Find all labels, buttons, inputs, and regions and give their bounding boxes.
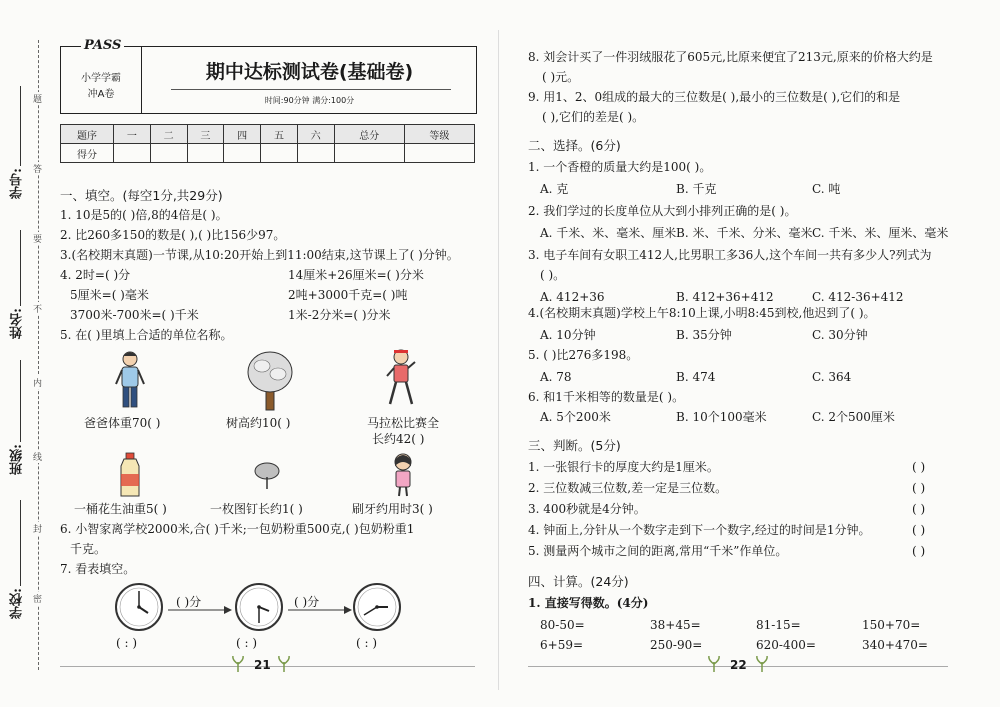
judge-5: 5. 测量两个城市之间的距离,常用“千米”作单位。 — [528, 544, 788, 558]
caption-father-weight: 爸爸体重70( ) — [84, 416, 161, 430]
score-cell[interactable] — [334, 144, 404, 163]
choice-4-a: A. 10分钟 — [540, 328, 596, 342]
class-line[interactable] — [20, 360, 21, 442]
choice-1-c: C. 吨 — [812, 182, 841, 196]
calc-item: 250-90= — [650, 638, 703, 652]
page-number-left: 21 — [254, 658, 271, 672]
choice-6: 6. 和1千米相等的数量是( )。 — [528, 390, 685, 404]
choice-4: 4.(名校期末真题)学校上午8:10上课,小明8:45到校,他迟到了( )。 — [528, 306, 876, 320]
caption-oil-weight: 一桶花生油重5( ) — [74, 502, 167, 516]
question-4-d: 2吨+3000千克=( )吨 — [288, 288, 408, 302]
school-line[interactable] — [20, 500, 21, 586]
exam-subtitle: 时间:90分钟 满分:100分 — [264, 96, 355, 105]
seal-char: 不 — [33, 302, 42, 315]
leaf-icon — [278, 656, 290, 672]
judge-3-answer[interactable]: ( ) — [912, 502, 926, 516]
section-choice: 二、选择。(6分) — [528, 138, 621, 153]
choice-2: 2. 我们学过的长度单位从大到小排列正确的是( )。 — [528, 204, 797, 218]
series-line1: 小学学霸 — [81, 73, 121, 84]
score-cell[interactable] — [224, 144, 261, 163]
clock-1 — [114, 582, 164, 632]
seal-char: 内 — [33, 376, 42, 389]
score-header-cell: 题序 — [61, 125, 114, 144]
clock-time-3: ( : ) — [356, 636, 378, 650]
judge-2: 2. 三位数减三位数,差一定是三位数。 — [528, 481, 728, 495]
question-3: 3.(名校期末真题)一节课,从10:20开始上到11:00结束,这节课上了( )分钟。 — [60, 248, 459, 262]
section-judge: 三、判断。(5分) — [528, 438, 621, 453]
score-cell[interactable] — [297, 144, 334, 163]
girl-illustration — [388, 452, 418, 498]
calc-item: 80-50= — [540, 618, 585, 632]
choice-2-b: B. 米、千米、分米、毫米 — [676, 226, 813, 240]
question-4-f: 1米-2分米=( )分米 — [288, 308, 391, 322]
question-4-e: 3700米-700米=( )千米 — [70, 308, 199, 322]
arrow-2 — [288, 606, 352, 614]
father-illustration — [112, 350, 148, 412]
choice-3-b: B. 412+36+412 — [676, 290, 774, 304]
choice-6-c: C. 2个500厘米 — [812, 410, 895, 424]
runner-illustration — [384, 348, 418, 408]
cut-line — [38, 40, 39, 670]
class-label: 班级: — [10, 444, 25, 475]
score-header-cell: 三 — [187, 125, 224, 144]
section-calc: 四、计算。(24分) — [528, 574, 629, 589]
choice-6-a: A. 5个200米 — [540, 410, 611, 424]
score-header-cell: 总分 — [334, 125, 404, 144]
choice-3-c: C. 412-36+412 — [812, 290, 904, 304]
name-label: 姓名: — [10, 308, 25, 339]
question-8-line2: ( )元。 — [542, 70, 580, 84]
caption-brush-time: 刷牙约用时3( ) — [352, 502, 433, 516]
choice-3-line1: 3. 电子车间有女职工412人,比男职工多36人,这个车间一共有多少人?列式为 — [528, 248, 932, 262]
question-1: 1. 10是5的( )倍,8的4倍是( )。 — [60, 208, 228, 222]
calc-item: 81-15= — [756, 618, 801, 632]
calc-title: 1. 直接写得数。(4分) — [528, 596, 649, 610]
question-7: 7. 看表填空。 — [60, 562, 136, 576]
question-8-line1: 8. 刘会计买了一件羽绒服花了605元,比原来便宜了213元,原来的价格大约是 — [528, 50, 933, 64]
score-header-cell: 四 — [224, 125, 261, 144]
title-rule — [171, 89, 451, 90]
question-9-line1: 9. 用1、2、0组成的最大的三位数是( ),最小的三位数是( ),它们的和是 — [528, 90, 901, 104]
leaf-icon — [232, 656, 244, 672]
page-divider — [498, 30, 499, 690]
score-header-cell: 一 — [114, 125, 151, 144]
choice-3-a: A. 412+36 — [540, 290, 605, 304]
seal-char: 密 — [33, 592, 42, 605]
calc-item: 38+45= — [650, 618, 701, 632]
score-row — [61, 144, 475, 163]
series-box — [61, 38, 142, 113]
caption-tree-height: 树高约10( ) — [226, 416, 291, 430]
choice-4-b: B. 35分钟 — [676, 328, 732, 342]
question-4-c: 5厘米=( )毫米 — [70, 288, 149, 302]
section-fill-blank: 一、填空。(每空1分,共29分) — [60, 188, 223, 203]
thumbtack-illustration — [252, 460, 282, 490]
seal-char: 题 — [33, 92, 42, 105]
page-number-right: 22 — [730, 658, 747, 672]
score-header-cell: 等级 — [404, 125, 474, 144]
leaf-icon — [708, 656, 720, 672]
exam-header — [60, 38, 477, 114]
seal-char: 答 — [33, 162, 42, 175]
calc-item: 340+470= — [862, 638, 928, 652]
choice-4-c: C. 30分钟 — [812, 328, 868, 342]
choice-2-c: C. 千米、米、厘米、毫米 — [812, 226, 949, 240]
calc-item: 6+59= — [540, 638, 584, 652]
arrow-1 — [168, 606, 232, 614]
judge-4-answer[interactable]: ( ) — [912, 523, 926, 537]
seal-char: 线 — [33, 450, 42, 463]
score-cell[interactable] — [187, 144, 224, 163]
choice-5-b: B. 474 — [676, 370, 716, 384]
caption-marathon-2: 长约42( ) — [372, 432, 425, 446]
choice-3-line2: ( )。 — [540, 268, 566, 282]
name-line[interactable] — [20, 230, 21, 306]
calc-item: 620-400= — [756, 638, 816, 652]
question-4-b: 14厘米+26厘米=( )分米 — [288, 268, 424, 282]
choice-1-b: B. 千克 — [676, 182, 717, 196]
question-9-line2: ( ),它们的差是( )。 — [542, 110, 645, 124]
score-row-label: 得分 — [61, 144, 114, 163]
judge-5-answer[interactable]: ( ) — [912, 544, 926, 558]
choice-1: 1. 一个香橙的质量大约是100( )。 — [528, 160, 712, 174]
choice-5: 5. ( )比276多198。 — [528, 348, 639, 362]
leaf-icon — [756, 656, 768, 672]
student-id-line[interactable] — [20, 86, 21, 166]
clock-time-1: ( : ) — [116, 636, 138, 650]
judge-1: 1. 一张银行卡的厚度大约是1厘米。 — [528, 460, 719, 474]
clock-gap-2: ( )分 — [294, 595, 320, 609]
question-6-line1: 6. 小智家离学校2000米,合( )千米;一包奶粉重500克,( )包奶粉重1 — [60, 522, 415, 536]
choice-1-a: A. 克 — [540, 182, 569, 196]
series-line2: 冲A卷 — [87, 89, 115, 100]
choice-5-a: A. 78 — [540, 370, 572, 384]
clock-gap-1: ( )分 — [176, 595, 202, 609]
score-table — [60, 124, 475, 163]
tree-illustration — [244, 350, 296, 412]
question-4-a: 4. 2时=( )分 — [60, 268, 131, 282]
score-header-cell: 六 — [297, 125, 334, 144]
question-6-line2: 千克。 — [70, 542, 107, 556]
binding-strip — [0, 0, 50, 707]
clock-time-2: ( : ) — [236, 636, 258, 650]
choice-5-c: C. 364 — [812, 370, 852, 384]
judge-1-answer[interactable]: ( ) — [912, 460, 926, 474]
score-cell[interactable] — [114, 144, 151, 163]
question-5: 5. 在( )里填上合适的单位名称。 — [60, 328, 233, 342]
score-cell[interactable] — [404, 144, 474, 163]
score-header-row — [61, 125, 475, 144]
question-2: 2. 比260多150的数是( ),( )比156少97。 — [60, 228, 286, 242]
choice-2-a: A. 千米、米、毫米、厘米 — [540, 226, 677, 240]
oil-bottle-illustration — [118, 452, 142, 498]
calc-item: 150+70= — [862, 618, 921, 632]
student-id-label: 学号: — [10, 168, 25, 199]
clock-2 — [234, 582, 284, 632]
score-header-cell: 二 — [150, 125, 187, 144]
score-cell[interactable] — [150, 144, 187, 163]
score-cell[interactable] — [261, 144, 298, 163]
caption-thumbtack-length: 一枚图钉长约1( ) — [210, 502, 303, 516]
judge-3: 3. 400秒就是4分钟。 — [528, 502, 646, 516]
choice-6-b: B. 10个100毫米 — [676, 410, 767, 424]
seal-char: 要 — [33, 232, 42, 245]
caption-marathon-1: 马拉松比赛全 — [367, 416, 440, 430]
judge-4: 4. 钟面上,分针从一个数字走到下一个数字,经过的时间是1分钟。 — [528, 523, 871, 537]
seal-char: 封 — [33, 522, 42, 535]
school-label: 学校: — [10, 588, 25, 619]
score-header-cell: 五 — [261, 125, 298, 144]
judge-2-answer[interactable]: ( ) — [912, 481, 926, 495]
pass-logo: PASS — [81, 38, 124, 53]
exam-title: 期中达标测试卷(基础卷) — [205, 61, 414, 83]
clock-3 — [352, 582, 402, 632]
